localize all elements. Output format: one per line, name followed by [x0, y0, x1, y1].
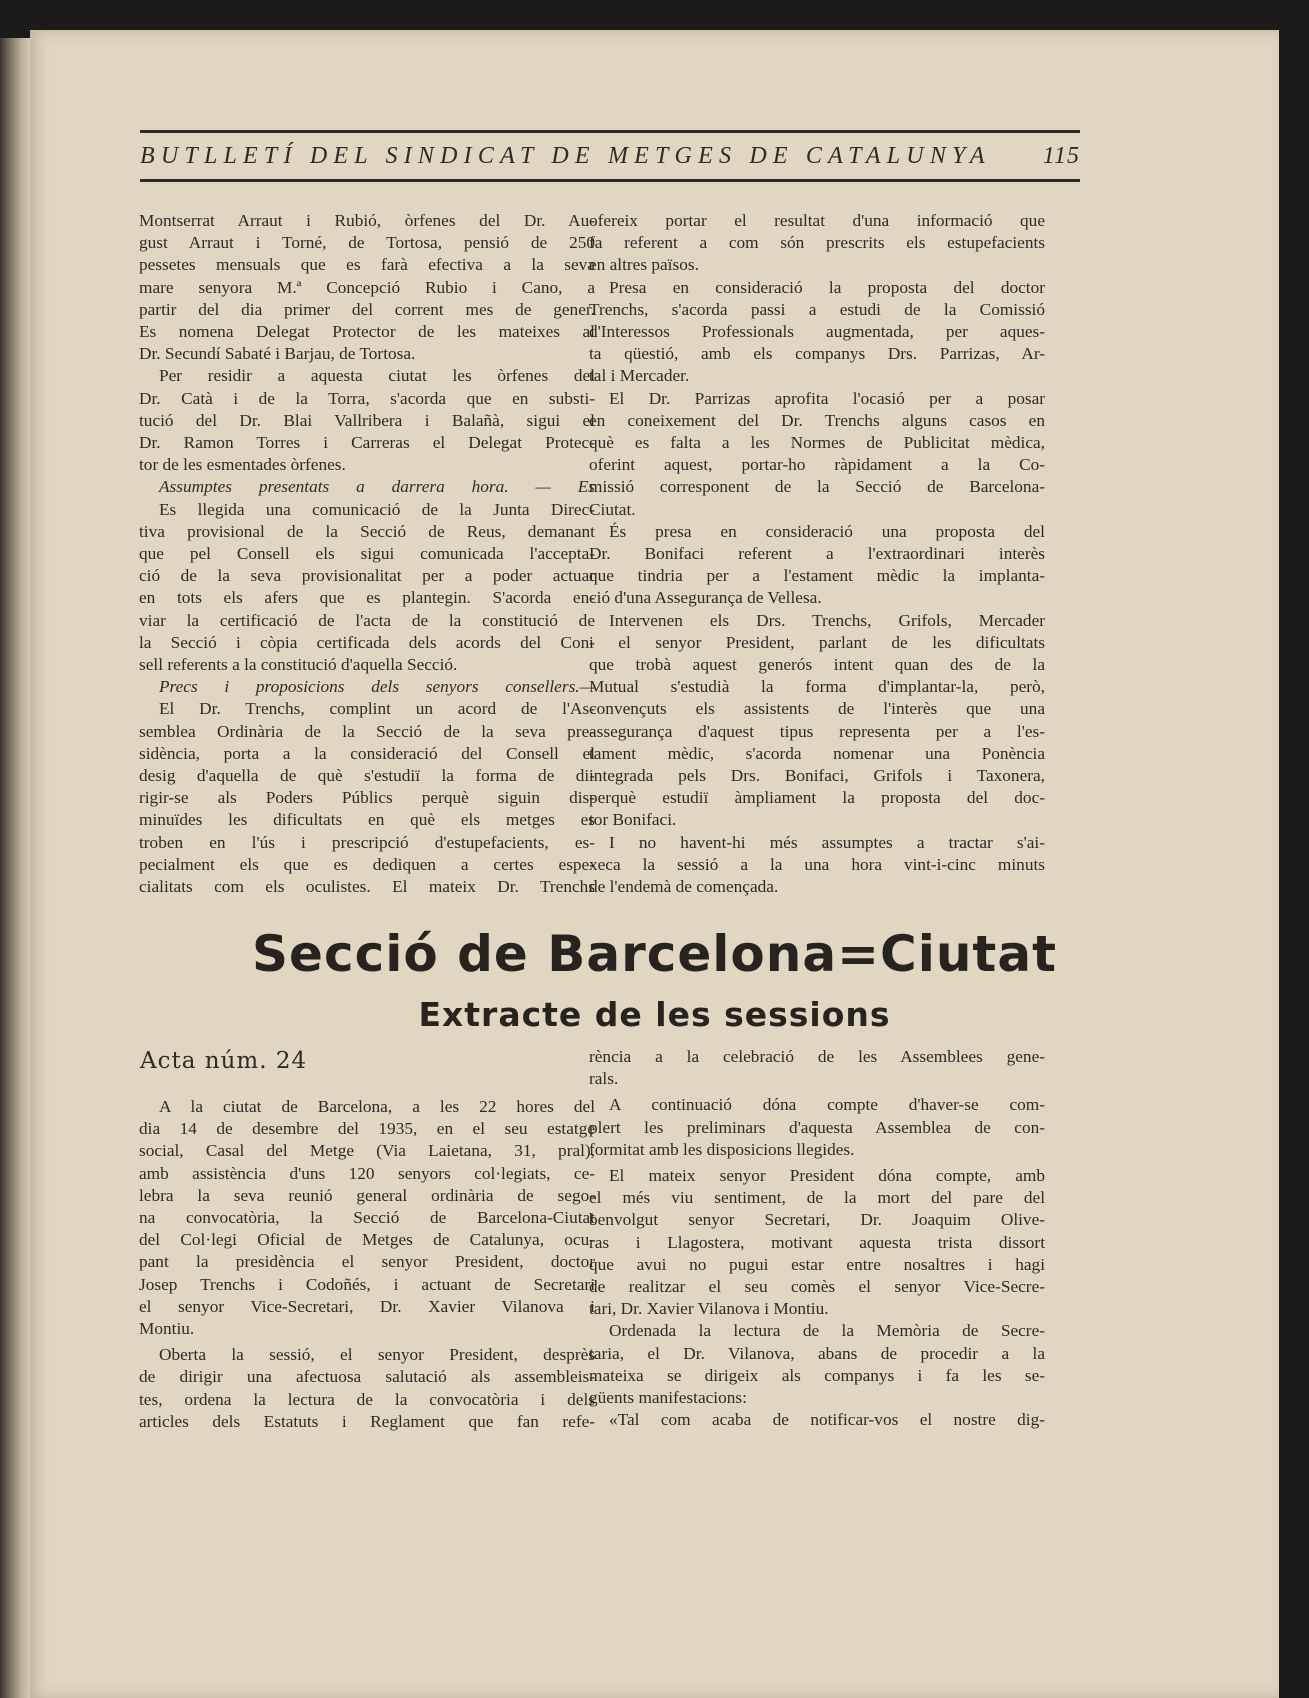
running-header: [140, 130, 1080, 182]
text-line: A continuació dóna compte d'haver-se com-: [609, 1095, 1045, 1115]
text-line: i el senyor President, parlant de les dificultats: [589, 632, 1045, 652]
text-line: rals.: [589, 1069, 619, 1089]
text-line: ofereix portar el resultat d'una informació que: [589, 211, 1045, 230]
text-line: integrada pels Drs. Bonifaci, Grifols i Taxonera,: [589, 766, 1045, 786]
page-number: 115: [1042, 143, 1080, 169]
text-line: pecialment els que es dediquen a certes espe-: [139, 854, 595, 874]
text-line: A la ciutat de Barcelona, a les 22 hores del: [159, 1097, 595, 1116]
text-line: tor Bonifaci.: [589, 810, 677, 830]
text-line: articles dels Estatuts i Reglament que fan refe-: [139, 1411, 595, 1431]
text-line: perquè estudiï àmpliament la proposta del doc-: [589, 788, 1045, 808]
text-line: Es llegida una comunicació de la Junta Direc-: [159, 499, 595, 519]
text-line: rència a la celebració de les Assemblees gene-: [589, 1047, 1045, 1066]
text-line: assegurança d'aquest tipus representa per a l'es-: [589, 721, 1045, 741]
text-line: Dr. Ramon Torres i Carreras el Delegat Protec-: [139, 433, 595, 453]
text-line: Dr. Secundí Sabaté i Barjau, de Tortosa.: [139, 344, 416, 364]
text-line: Mutual s'estudià la forma d'implantar-la, però,: [589, 677, 1045, 697]
text-line: oferint aquest, portar-ho ràpidament a la Co-: [589, 455, 1045, 475]
section-subtitle: Extracte de les sessions: [418, 995, 891, 1034]
text-line: ció d'una Assegurança de Vellesa.: [589, 588, 822, 608]
text-line: rigir-se als Poders Públics perquè siguin dis-: [139, 788, 595, 808]
column-top-right: [589, 210, 1045, 898]
column-bottom-right: [589, 1046, 1045, 1431]
text-line: el més viu sentiment, de la mort del pare del: [589, 1188, 1045, 1208]
text-line: tament mèdic, s'acorda nomenar una Ponència: [589, 743, 1045, 763]
text-line: en tots els afers que es plantegin. S'acorda en-: [139, 588, 595, 608]
text-line: mateixa se dirigeix als companys i fa les se-: [589, 1365, 1045, 1385]
text-line: ció de la seva provisionalitat per a poder actuar: [139, 566, 595, 586]
text-line: troben en l'ús i prescripció d'estupefacients, es-: [139, 832, 595, 852]
text-line: amb assistència d'uns 120 senyors col·legiats, ce-: [139, 1163, 595, 1183]
text-line: tor de les esmentades òrfenes.: [139, 455, 346, 475]
text-line: lebra la seva reunió general ordinària de sego-: [139, 1185, 595, 1205]
text-line: El Dr. Parrizas aprofita l'ocasió per a posar: [609, 388, 1045, 408]
header-rule-top: [140, 130, 1080, 133]
text-line: formitat amb les disposicions llegides.: [589, 1139, 855, 1159]
text-line: pant la presidència el senyor President, doctor: [139, 1252, 595, 1272]
text-line: desig d'aquella de què s'estudiï la forma de di-: [139, 766, 595, 786]
text-line: missió corresponent de la Secció de Barcelona-: [589, 477, 1045, 497]
text-line: tal i Mercader.: [589, 366, 690, 386]
header-line: [140, 143, 1080, 170]
section-title: Secció de Barcelona=Ciutat: [252, 925, 1057, 983]
column-bottom-left: [139, 1096, 595, 1433]
header-rule-bottom: [140, 179, 1080, 182]
text-line: en altres països.: [589, 255, 699, 275]
text-line: mare senyora M.ª Concepció Rubio i Cano, a: [139, 277, 595, 297]
text-line: que trobà aquest generós intent quan des de la: [589, 655, 1045, 675]
text-line: convençuts els assistents de l'interès que una: [589, 699, 1045, 719]
text-line: de l'endemà de començada.: [589, 877, 779, 897]
book-spine: [0, 38, 30, 1698]
text-line: Oberta la sessió, el senyor President, desprès: [159, 1345, 595, 1365]
text-line: cialitats com els oculistes. El mateix Dr. Trenchs: [139, 877, 595, 897]
text-line: Presa en consideració la proposta del doctor: [609, 277, 1045, 297]
text-line: de realitzar el seu comès el senyor Vice-Secre-: [589, 1277, 1045, 1297]
text-line: Trenchs, s'acorda passi a estudi de la Comissió: [589, 299, 1045, 319]
text-line: taria, el Dr. Vilanova, abans de procedir a la: [589, 1343, 1045, 1363]
text-line: sidència, porta a la consideració del Consell el: [139, 743, 595, 763]
text-line: que pel Consell els sigui comunicada l'accepta-: [139, 544, 595, 564]
text-line: na convocatòria, la Secció de Barcelona-Ciutat: [139, 1208, 595, 1228]
text-line: benvolgut senyor Secretari, Dr. Joaquim Olive-: [589, 1210, 1045, 1230]
text-line: ta qüestió, amb els companys Drs. Parrizas, Ar-: [589, 344, 1045, 364]
text-line: del Col·legi Oficial de Metges de Catalunya, ocu-: [139, 1230, 595, 1250]
text-line: tes, ordena la lectura de la convocatòria i dels: [139, 1389, 595, 1409]
text-line: Intervenen els Drs. Trenchs, Grifols, Mercader: [609, 610, 1045, 630]
text-line: plert les preliminars d'aquesta Assemblea de con-: [589, 1117, 1045, 1137]
text-line: Per residir a aquesta ciutat les òrfenes del: [159, 366, 595, 386]
acta-heading: Acta núm. 24: [140, 1048, 308, 1074]
text-line: d'Interessos Professionals augmentada, per aques-: [589, 322, 1045, 342]
text-line: fa referent a com són prescrits els estupefacients: [589, 233, 1045, 253]
text-line: ras i Llagostera, motivant aquesta trista dissort: [589, 1232, 1045, 1252]
text-line: Montserrat Arraut i Rubió, òrfenes del Dr. Au-: [139, 211, 595, 230]
text-line: la Secció i còpia certificada dels acords del Con-: [139, 632, 595, 652]
text-line: pessetes mensuals que es farà efectiva a la seva: [139, 255, 595, 275]
text-line: tiva provisional de la Secció de Reus, demanant: [139, 521, 595, 541]
text-line: tari, Dr. Xavier Vilanova i Montiu.: [589, 1299, 829, 1319]
text-line: que avui no pugui estar entre nosaltres i hagi: [589, 1254, 1045, 1274]
text-line: El mateix senyor President dóna compte, amb: [609, 1166, 1045, 1186]
text-line: de dirigir una afectuosa salutació als assembleis-: [139, 1367, 595, 1387]
text-line: Es nomena Delegat Protector de les mateixes al: [139, 322, 595, 342]
subheading-line: Precs i proposicions dels senyors consellers.—: [159, 677, 595, 697]
text-line: social, Casal del Metge (Via Laietana, 31, pral),: [139, 1141, 595, 1161]
text-line: Dr. Catà i de la Torra, s'acorda que en substi-: [139, 388, 595, 408]
text-line: Montiu.: [139, 1319, 195, 1339]
text-line: Ordenada la lectura de la Memòria de Secre-: [609, 1321, 1045, 1341]
text-line: tució del Dr. Blai Vallribera i Balañà, sigui el: [139, 410, 595, 430]
text-line: dia 14 de desembre del 1935, en el seu estatge: [139, 1119, 595, 1139]
text-line: sell referents a la constitució d'aquella Secció.: [139, 655, 458, 675]
text-line: El Dr. Trenchs, complint un acord de l'As-: [159, 699, 595, 719]
text-line: xeca la sessió a la una hora vint-i-cinc minuts: [589, 854, 1045, 874]
text-line: güents manifestacions:: [589, 1388, 747, 1408]
column-top-left: [139, 210, 595, 898]
text-line: minuïdes les dificultats en què els metges es: [139, 810, 595, 830]
subheading-line: Assumptes presentats a darrera hora. — Es: [159, 477, 595, 497]
text-line: Josep Trenchs i Codoñés, i actuant de Secretari: [139, 1274, 595, 1294]
text-line: «Tal com acaba de notificar-vos el nostre dig-: [609, 1410, 1045, 1430]
text-line: el senyor Vice-Secretari, Dr. Xavier Vilanova i: [139, 1296, 595, 1316]
text-line: gust Arraut i Torné, de Tortosa, pensió de 250: [139, 233, 595, 253]
text-line: És presa en consideració una proposta del: [609, 521, 1045, 541]
journal-title: BUTLLETÍ DEL SINDICAT DE METGES DE CATALUNYA: [140, 143, 991, 169]
text-line: partir del dia primer del corrent mes de gener.: [139, 299, 595, 319]
text-line: semblea Ordinària de la Secció de la seva pre-: [139, 721, 595, 741]
text-line: que tindria per a l'estament mèdic la implanta-: [589, 566, 1045, 586]
text-line: Dr. Bonifaci referent a l'extraordinari interès: [589, 544, 1045, 564]
text-line: I no havent-hi més assumptes a tractar s'ai-: [609, 832, 1045, 852]
text-line: en coneixement del Dr. Trenchs alguns casos en: [589, 410, 1045, 430]
text-line: viar la certificació de l'acta de la constitució de: [139, 610, 595, 630]
text-line: Ciutat.: [589, 499, 636, 519]
journal-page: [30, 30, 1279, 1698]
text-line: què es falta a les Normes de Publicitat mèdica,: [589, 433, 1045, 453]
